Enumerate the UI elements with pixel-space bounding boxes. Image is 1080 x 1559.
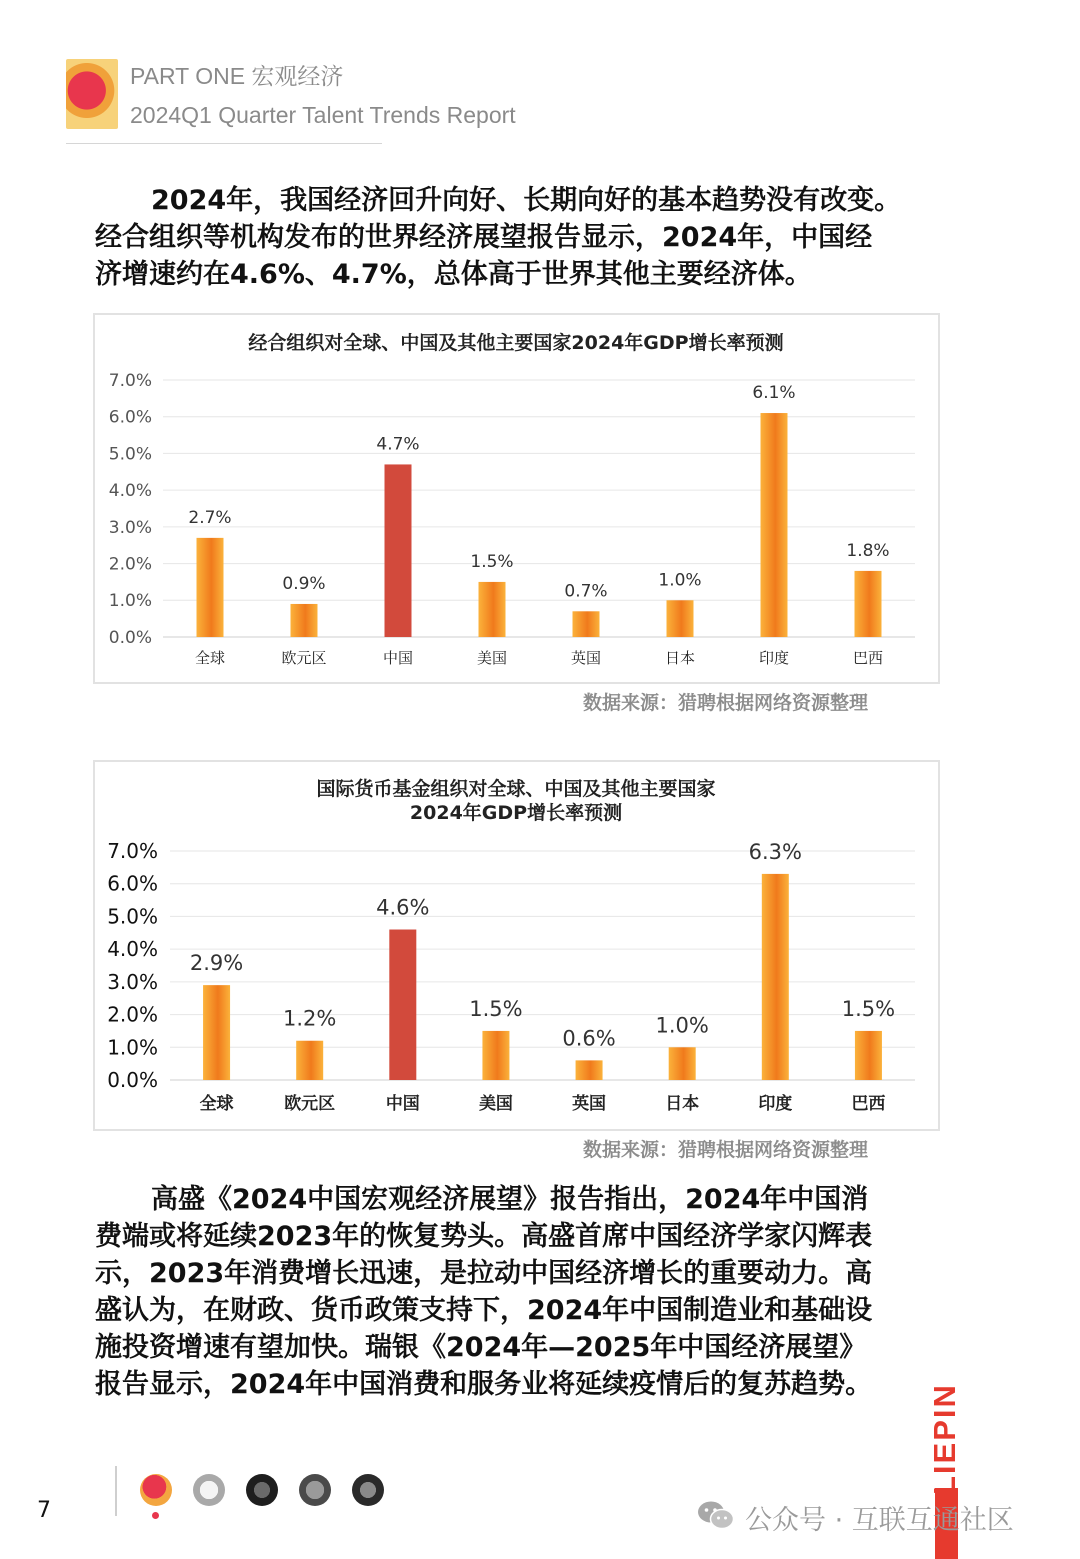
watermark-text: 公众号 · 互联互通社区 <box>745 1505 1014 1536</box>
y-tick-label: 3.0% <box>108 517 152 538</box>
y-tick-label: 0.0% <box>108 627 152 648</box>
x-tick-label: 中国 <box>385 1094 420 1114</box>
imf-gdp-chart-svg <box>95 762 938 1129</box>
data-label: 0.7% <box>564 581 608 602</box>
oecd-gdp-chart-svg <box>95 315 938 682</box>
bar <box>576 1060 603 1080</box>
data-label: 0.9% <box>282 573 326 594</box>
x-tick-label: 美国 <box>476 649 508 667</box>
data-label: 1.5% <box>470 551 514 572</box>
x-tick-label: 印度 <box>758 649 790 667</box>
bar <box>385 464 412 637</box>
active-page-indicator <box>152 1512 159 1519</box>
page-number: 7 <box>37 1498 51 1523</box>
x-tick-label: 英国 <box>570 649 602 667</box>
paragraph-line: 经合组织等机构发布的世界经济展望报告显示，2024年，中国经 <box>95 222 873 253</box>
bar <box>479 582 506 637</box>
bar <box>291 604 318 637</box>
x-tick-label: 欧元区 <box>281 649 327 667</box>
paragraph-line: 费端或将延续2023年的恢复势头。高盛首席中国经济学家闪辉表 <box>95 1221 873 1252</box>
y-tick-label: 2.0% <box>108 554 152 575</box>
y-tick-label: 1.0% <box>108 591 152 612</box>
paragraph-line: 示，2023年消费增长迅速，是拉动中国经济增长的重要动力。高 <box>95 1258 873 1289</box>
paragraph-line: 报告显示，2024年中国消费和服务业将延续疫情后的复苏趋势。 <box>95 1369 873 1400</box>
paragraph-line: 2024年，我国经济回升向好、长期向好的基本趋势没有改变。 <box>151 185 902 216</box>
paragraph-line: 济增速约在4.6%、4.7%，总体高于世界其他主要经济体。 <box>95 259 812 290</box>
data-label: 1.5% <box>469 996 523 1021</box>
y-tick-label: 6.0% <box>108 407 152 428</box>
imf-gdp-chart <box>93 760 940 1131</box>
data-label: 0.6% <box>562 1026 616 1051</box>
bar <box>389 930 416 1080</box>
page-thumbnail-3[interactable] <box>246 1474 278 1506</box>
x-tick-label: 印度 <box>758 1094 793 1114</box>
wechat-icon <box>697 1500 735 1530</box>
header-section-title: PART ONE 宏观经济 <box>130 63 344 89</box>
x-tick-label: 巴西 <box>851 1094 886 1114</box>
x-tick-label: 英国 <box>572 1094 607 1114</box>
y-tick-label: 3.0% <box>107 969 158 994</box>
header-report-title: 2024Q1 Quarter Talent Trends Report <box>130 102 516 128</box>
x-tick-label: 全球 <box>194 649 226 667</box>
chart-title: 2024年GDP增长率预测 <box>409 802 623 824</box>
data-label: 6.3% <box>748 839 802 864</box>
data-label: 4.6% <box>376 895 430 920</box>
header-divider <box>66 143 382 144</box>
oecd-gdp-chart <box>93 313 940 684</box>
brand-logo: LIEPIN <box>927 1383 962 1495</box>
data-label: 1.0% <box>658 570 702 591</box>
data-label: 1.8% <box>846 540 890 561</box>
y-tick-label: 4.0% <box>107 937 158 962</box>
x-tick-label: 美国 <box>478 1094 513 1114</box>
data-label: 2.9% <box>189 951 244 976</box>
y-tick-label: 5.0% <box>108 444 152 465</box>
x-tick-label: 日本 <box>665 1094 700 1114</box>
y-tick-label: 7.0% <box>108 370 152 391</box>
page-thumbnail-1[interactable] <box>140 1474 172 1506</box>
data-label: 6.1% <box>752 383 796 404</box>
chart-source-note: 数据来源：猎聘根据网络资源整理 <box>582 1139 868 1161</box>
chart-source-note: 数据来源：猎聘根据网络资源整理 <box>582 692 868 714</box>
page-thumbnail-4[interactable] <box>299 1474 331 1506</box>
footer-divider <box>115 1466 117 1516</box>
paragraph-line: 高盛《2024中国宏观经济展望》报告指出，2024年中国消 <box>151 1184 869 1215</box>
x-tick-label: 巴西 <box>852 649 884 667</box>
x-tick-label: 中国 <box>382 649 414 667</box>
bar <box>669 1047 696 1080</box>
page-thumbnail-2[interactable] <box>193 1474 225 1506</box>
chart-title: 国际货币基金组织对全球、中国及其他主要国家 <box>316 778 716 800</box>
bar <box>296 1041 323 1080</box>
data-label: 4.7% <box>376 434 420 455</box>
chart-title: 经合组织对全球、中国及其他主要国家2024年GDP增长率预测 <box>248 332 784 354</box>
bar <box>855 571 882 637</box>
data-label: 1.2% <box>283 1006 337 1031</box>
x-tick-label: 日本 <box>664 649 696 667</box>
y-tick-label: 1.0% <box>107 1035 158 1060</box>
x-tick-label: 全球 <box>199 1094 234 1114</box>
y-tick-label: 0.0% <box>107 1068 158 1092</box>
paragraph-line: 盛认为，在财政、货币政策支持下，2024年中国制造业和基础设 <box>95 1295 873 1326</box>
y-tick-label: 4.0% <box>108 481 152 502</box>
y-tick-label: 7.0% <box>107 839 158 863</box>
y-tick-label: 5.0% <box>107 904 158 929</box>
bar <box>762 874 789 1080</box>
data-label: 1.0% <box>655 1013 709 1038</box>
bar <box>482 1031 509 1080</box>
bar <box>761 413 788 637</box>
data-label: 2.7% <box>188 507 232 528</box>
bar <box>573 611 600 637</box>
bar <box>855 1031 882 1080</box>
outlook-paragraph <box>95 1181 925 1403</box>
data-label: 1.5% <box>841 996 896 1021</box>
y-tick-label: 6.0% <box>107 871 158 896</box>
x-tick-label: 欧元区 <box>284 1094 336 1114</box>
intro-paragraph <box>95 182 925 293</box>
page-thumbnail-5[interactable] <box>352 1474 384 1506</box>
bar <box>197 538 224 637</box>
bar <box>667 600 694 637</box>
header-thumbnail <box>66 59 118 129</box>
paragraph-line: 施投资增速有望加快。瑞银《2024年—2025年中国经济展望》 <box>95 1332 867 1363</box>
y-tick-label: 2.0% <box>107 1002 158 1027</box>
bar <box>203 985 230 1080</box>
